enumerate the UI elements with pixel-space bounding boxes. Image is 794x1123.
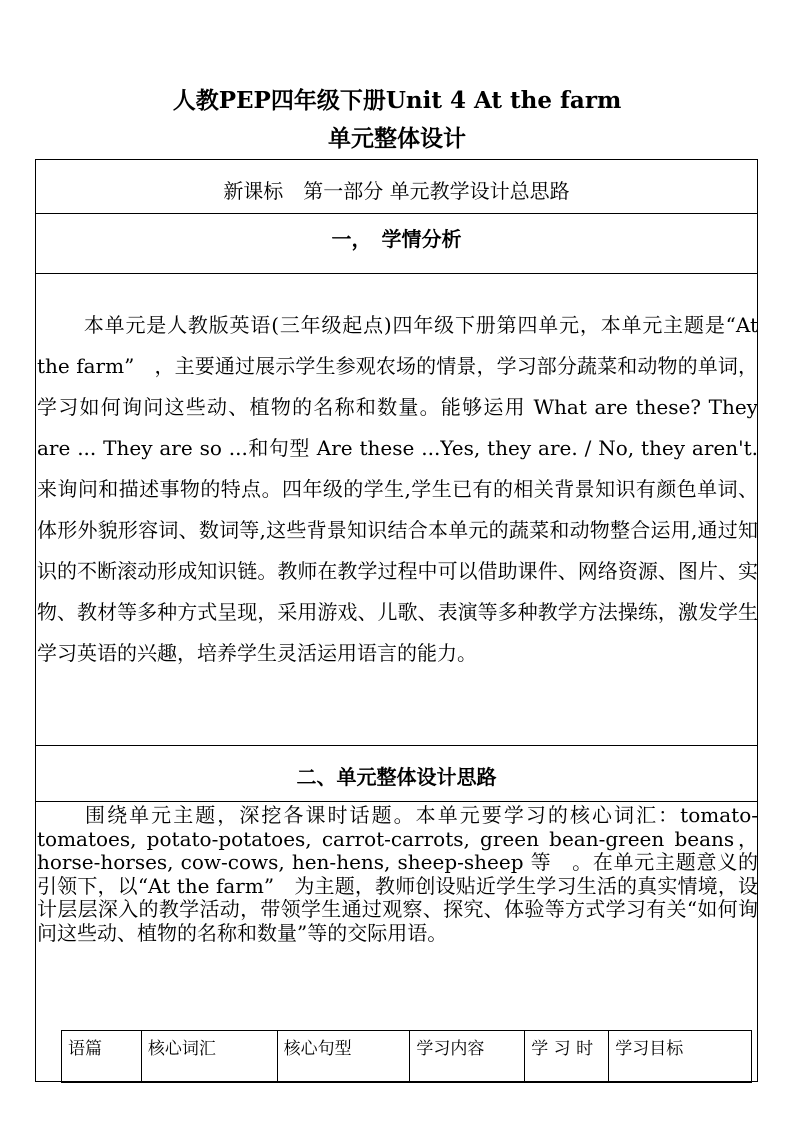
section1-heading: 一， 学情分析 [331,227,462,251]
header-cell-content: 学习内容 [410,1031,525,1083]
header-cell-goals: 学习目标 [609,1031,752,1083]
row-divider [36,745,757,746]
document-subtitle: 单元整体设计 [328,125,466,152]
section1-body-text: 本单元是人教版英语(三年级起点)四年级下册第四单元，本单元主题是“At the farm” ，主要通过展示学生参观农场的情景，学习部分蔬菜和动物的单词，学习如何询问这些动、植物的名称和数量。能够运用 What are these? They are ... They are so ...和句型 Are these ...Yes, they are. / No, they aren't.来询问和描述事物的特点。四年级的学生,学生已有的相关背景知识有颜色单词、体形外貌形容词、数词等,这些背景知识结合本单元的蔬菜和动物整合运用,通过知识的不断滚动形成知识链。教师在教学过程中可以借助课件、网络资源、图片、实物、教材等多种方式呈现，采用游戏、儿歌、表演等多种教学方法操练，激发学生学习英语的兴趣，培养学生灵活运用语言的能力。 [37,313,758,665]
section2-heading: 二、单元整体设计思路 [296,765,497,789]
table-header-row: 新课标 第一部分 单元教学设计总思路 [223,179,570,203]
row-divider [36,273,757,274]
design-table [35,159,758,1082]
section2-body [36,804,759,945]
header-cell-vocab: 核心词汇 [141,1031,277,1083]
row-divider [36,801,757,802]
row-divider [36,213,757,214]
lesson-plan-table [61,1030,752,1083]
header-cell-sentences: 核心句型 [277,1031,410,1083]
header-cell-text: 语篇 [62,1031,142,1083]
section2-body-text: 围绕单元主题，深挖各课时话题。本单元要学习的核心词汇：tomato-tomatoes, potato-potatoes, carrot-carrots, green bean-green beans，horse-horses, cow-cows, hen-hens, sheep-sheep 等 。在单元主题意义的引领下，以“At the farm” 为主题，教师创设贴近学生学习生活的真实情境，设计层层深入的教学活动，带领学生通过观察、探究、体验等方式学习有关“如何询问这些动、植物的名称和数量”等的交际用语。 [37,803,758,945]
header-cell-period: 学 习 时 [525,1031,609,1083]
document-title: 人教PEP四年级下册Unit 4 At the farm [172,87,622,114]
table-row [62,1031,752,1083]
section1-body [36,305,759,674]
